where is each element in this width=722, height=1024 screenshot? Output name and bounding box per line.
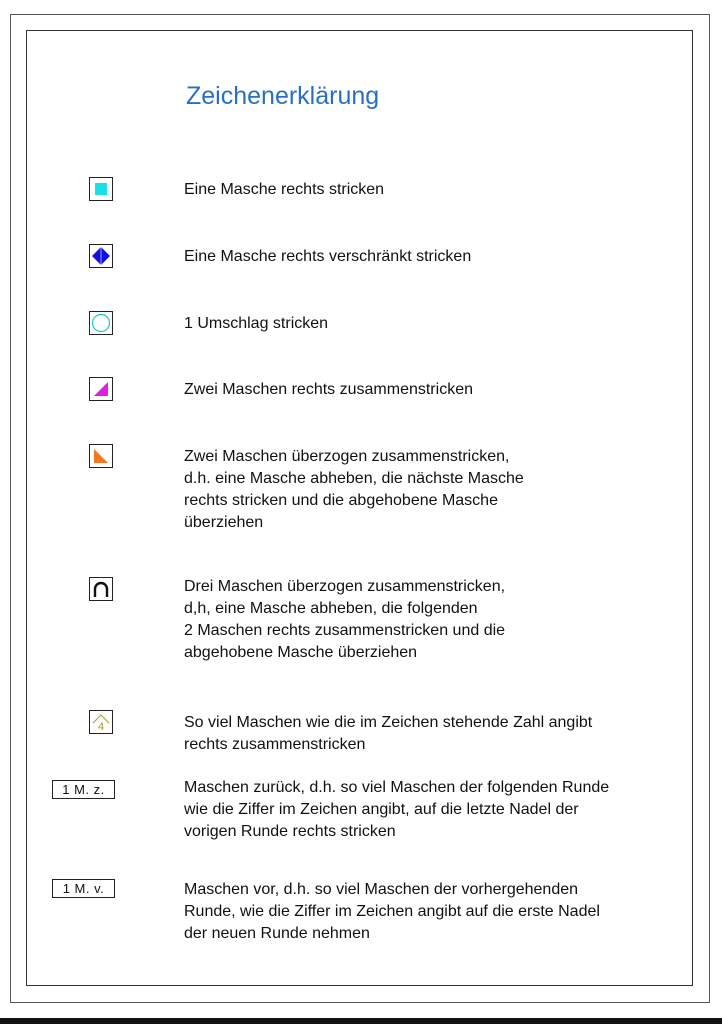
legend-line: Maschen zurück, d.h. so viel Maschen der folgenden Runde (184, 779, 610, 796)
blue-diamond-icon (89, 244, 113, 268)
legend-line: 1 Umschlag stricken (184, 315, 329, 332)
orange-triangle-icon (89, 444, 113, 468)
legend-line: So viel Maschen wie die im Zeichen stehende Zahl angibt (184, 714, 593, 731)
legend-line: Maschen vor, d.h. so viel Maschen der vorhergehenden (184, 881, 579, 898)
legend-line: Eine Masche rechts stricken (184, 181, 385, 198)
magenta-triangle-icon (89, 377, 113, 401)
legend-line: Runde, wie die Ziffer im Zeichen angibt auf die erste Nadel (184, 903, 600, 920)
legend-description-4 (184, 379, 684, 401)
legend-line: Zwei Maschen überzogen zusammenstricken, (184, 448, 510, 465)
legend-line: der neuen Runde nehmen (184, 925, 370, 942)
page-title: Zeichenerklärung (186, 82, 380, 110)
legend-line: d,h, eine Masche abheben, die folgenden (184, 600, 478, 617)
number-house-icon (89, 710, 113, 734)
legend-description-7 (184, 712, 684, 756)
maschen-vor-symbol: 1 M. v. (52, 879, 115, 898)
arch-icon (89, 577, 113, 601)
legend-description-5 (184, 446, 684, 534)
legend-line: überziehen (184, 514, 264, 531)
legend-line: rechts zusammenstricken (184, 736, 366, 753)
legend-line: 2 Maschen rechts zusammenstricken und die (184, 622, 506, 639)
number-house-digit: 4 (97, 721, 105, 733)
legend-description-6 (184, 576, 684, 664)
legend-line: wie die Ziffer im Zeichen angibt, auf die letzte Nadel der (184, 801, 579, 818)
circle-icon (89, 311, 113, 335)
legend-line: Eine Masche rechts verschränkt stricken (184, 248, 472, 265)
legend-description-9 (184, 879, 684, 945)
legend-line: abgehobene Masche überziehen (184, 644, 418, 661)
bottom-bar (0, 1018, 722, 1024)
legend-line: d.h. eine Masche abheben, die nächste Masche (184, 470, 524, 487)
legend-description-2 (184, 246, 684, 268)
legend-line: rechts stricken und die abgehobene Masche (184, 492, 498, 509)
legend-line: vorigen Runde rechts stricken (184, 823, 396, 840)
legend-description-3 (184, 313, 684, 335)
legend-description-8 (184, 777, 684, 843)
maschen-zurueck-symbol: 1 M. z. (52, 780, 115, 799)
cyan-square-icon (89, 177, 113, 201)
legend-line: Drei Maschen überzogen zusammenstricken, (184, 578, 506, 595)
legend-description-1 (184, 179, 684, 201)
legend-line: Zwei Maschen rechts zusammenstricken (184, 381, 473, 398)
